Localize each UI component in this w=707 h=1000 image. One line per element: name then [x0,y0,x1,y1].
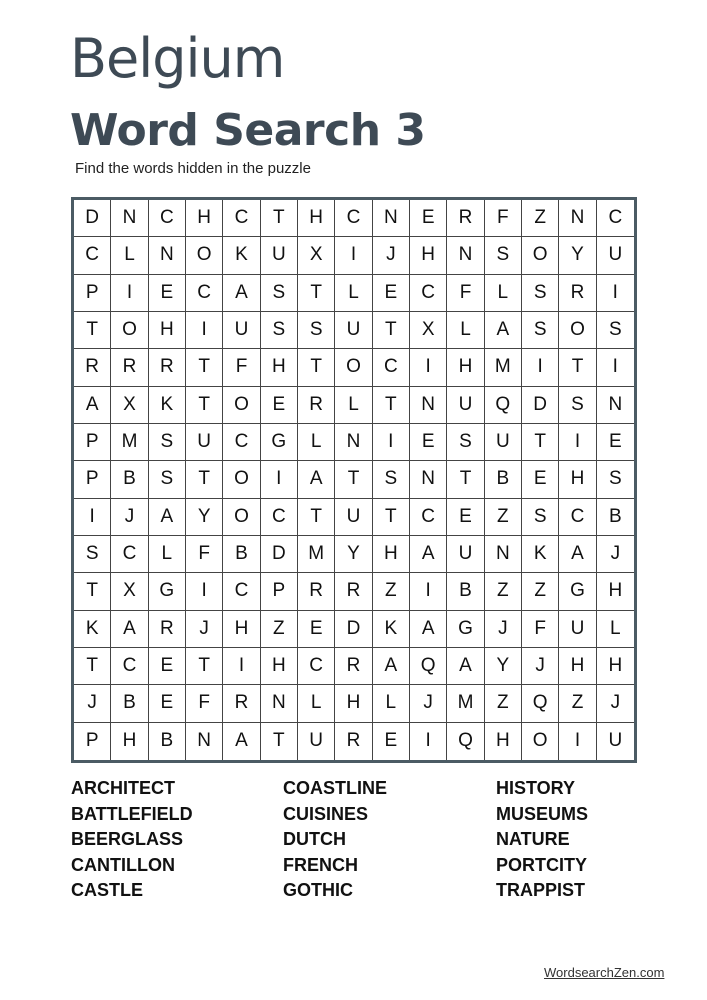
grid-cell: T [335,461,372,498]
grid-cell: B [111,461,148,498]
grid-cell: L [485,275,522,312]
grid-cell: E [410,200,447,237]
grid-cell: Z [485,573,522,610]
grid-cell: O [335,349,372,386]
grid-cell: O [186,237,223,274]
grid-cell: B [485,461,522,498]
grid-cell: S [261,312,298,349]
grid-cell: K [149,387,186,424]
grid-cell: O [223,387,260,424]
grid-cell: H [485,723,522,760]
grid-cell: N [447,237,484,274]
grid-cell: Z [373,573,410,610]
grid-cell: L [597,611,634,648]
grid-cell: P [261,573,298,610]
grid-cell: I [111,275,148,312]
grid-cell: H [261,648,298,685]
grid-cell: U [608,730,623,752]
grid-cell: M [447,685,484,722]
grid-cell: P [74,723,111,760]
word-list-item: BEERGLASS [71,829,184,850]
grid-cell: A [447,648,484,685]
grid-cell: A [373,648,410,685]
grid-cell: H [335,685,372,722]
grid-cell: E [522,461,559,498]
grid-cell: C [111,648,148,685]
grid-cell: Z [261,611,298,648]
grid-cell: I [597,349,634,386]
word-list-item: CUISINES [283,803,369,824]
word-list-item: GOTHIC [283,880,353,901]
grid-cell: G [149,573,186,610]
word-search-grid [71,197,637,763]
grid-cell: J [485,611,522,648]
grid-cell: I [223,648,260,685]
grid-cell: C [223,200,260,237]
grid-cell: I [559,723,596,760]
grid-cell: C [186,275,223,312]
grid-cell: Z [485,499,522,536]
grid-cell: R [335,648,372,685]
grid-cell: S [373,461,410,498]
word-list-item: NATURE [496,829,570,850]
grid-cell: R [559,275,596,312]
grid-cell: J [186,611,223,648]
grid-cell: A [223,723,260,760]
grid-cell: N [149,237,186,274]
grid-cell: A [410,611,447,648]
grid-cell: G [261,424,298,461]
grid-cell: L [298,685,335,722]
grid-cell: T [186,648,223,685]
grid-cell: K [373,611,410,648]
grid-cell: L [373,685,410,722]
grid-cell: E [149,648,186,685]
grid-cell: C [223,573,260,610]
grid-cell: N [335,424,372,461]
grid-cell: R [335,723,372,760]
grid-cell: N [410,461,447,498]
grid-cell: R [335,573,372,610]
grid-cell: I [261,461,298,498]
grid-cell: H [447,349,484,386]
grid-cell: R [74,349,111,386]
grid-cell: A [149,499,186,536]
word-list-item: PORTCITY [496,854,588,875]
grid-cell: M [298,536,335,573]
word-list-item: HISTORY [496,778,576,798]
grid-cell: S [522,275,559,312]
grid-cell: U [447,387,484,424]
grid-cell: E [410,424,447,461]
grid-cell: T [186,349,223,386]
grid-cell: M [485,349,522,386]
grid-cell: T [186,387,223,424]
grid-cell: A [298,461,335,498]
grid-cell: P [74,275,111,312]
grid-cell: M [111,424,148,461]
grid-cell: U [447,536,484,573]
grid-cell: O [559,312,596,349]
grid-cell: T [298,499,335,536]
grid-cell: T [559,349,596,386]
grid-cell: I [373,424,410,461]
grid-cell: H [111,723,148,760]
grid-cell: S [522,312,559,349]
grid-cell: C [223,424,260,461]
grid-cell: A [485,312,522,349]
grid-cell: P [74,424,111,461]
instructions: Find the words hidden in the puzzle [75,160,311,177]
grid-cell: S [149,424,186,461]
grid-cell: E [261,387,298,424]
grid-cell: K [223,237,260,274]
grid-cell: B [111,685,148,722]
grid-cell: D [522,387,559,424]
grid-cell: H [186,200,223,237]
grid-cell: E [447,499,484,536]
grid-cell: U [298,723,335,760]
grid-cell: H [373,536,410,573]
grid-cell: T [373,387,410,424]
grid-cell: D [335,611,372,648]
grid-cell: T [298,349,335,386]
grid-cell: H [223,611,260,648]
grid-cell: B [447,573,484,610]
grid-cell: O [522,237,559,274]
grid-cell: R [149,349,186,386]
grid-cell: T [447,461,484,498]
grid-cell: T [74,573,111,610]
grid-cell: S [597,312,634,349]
grid-cell: F [522,611,559,648]
grid-cell: R [298,387,335,424]
grid-cell: A [410,536,447,573]
grid-cell: T [261,723,298,760]
grid-cell: U [223,312,260,349]
grid-cell: Q [410,648,447,685]
word-list-item: TRAPPIST [496,880,586,901]
grid-cell: U [186,424,223,461]
grid-cell: F [223,349,260,386]
grid-cell: A [74,387,111,424]
grid-cell: I [335,237,372,274]
grid-cell: S [298,312,335,349]
grid-cell: C [111,536,148,573]
grid-cell: T [373,499,410,536]
grid-cell: E [149,275,186,312]
grid-cell: N [186,723,223,760]
grid-cell: I [522,349,559,386]
grid-cell: N [410,387,447,424]
grid-cell: C [74,237,111,274]
grid-cell: R [223,685,260,722]
grid-cell: I [410,573,447,610]
grid-cell: S [447,424,484,461]
grid-cell: F [485,200,522,237]
grid-cell: N [485,536,522,573]
grid-cell: Q [522,685,559,722]
grid-cell: O [111,312,148,349]
grid-cell: D [74,200,111,237]
grid-cell: K [74,611,111,648]
grid-cell: Z [522,200,559,237]
grid-cell: U [261,237,298,274]
grid-cell: J [111,499,148,536]
grid-cell: E [149,685,186,722]
grid-cell: Q [485,387,522,424]
grid-cell: U [335,499,372,536]
grid-cell: J [410,685,447,722]
grid-cell: Y [186,499,223,536]
grid-cell: I [597,275,634,312]
grid-cell: L [298,424,335,461]
grid-cell: Z [485,685,522,722]
grid-cell: S [597,461,634,498]
grid-cell: T [74,312,111,349]
grid-cell: B [149,723,186,760]
grid-cell: B [597,499,634,536]
grid-cell: H [559,461,596,498]
grid-cell: I [410,349,447,386]
grid-cell: O [223,461,260,498]
grid-cell: Y [335,536,372,573]
grid-cell: S [522,499,559,536]
grid-cell: H [149,312,186,349]
grid-cell: L [111,237,148,274]
grid-cell: H [559,648,596,685]
word-list-item: FRENCH [283,854,358,875]
grid-cell: N [559,200,596,237]
grid-cell: S [261,275,298,312]
grid-cell: U [485,424,522,461]
grid-cell: C [559,499,596,536]
grid-cell: J [74,685,111,722]
grid-cell: A [559,536,596,573]
grid-cell: H [298,200,335,237]
grid-cell: R [447,200,484,237]
grid-cell: C [410,499,447,536]
grid-cell: C [410,275,447,312]
grid-cell: J [522,648,559,685]
grid-cell: G [559,573,596,610]
grid-cell: C [149,200,186,237]
grid-cell: O [223,499,260,536]
grid-cell: F [447,275,484,312]
grid-cell: C [261,499,298,536]
grid-cell: N [111,200,148,237]
grid-cell: L [149,536,186,573]
grid-cell: G [447,611,484,648]
grid-cell: T [522,424,559,461]
word-list-item: COASTLINE [283,778,388,798]
word-list-item: CASTLE [71,880,143,901]
grid-cell: T [186,461,223,498]
grid-cell: R [111,349,148,386]
grid-cell: H [597,648,634,685]
grid-cell: I [186,573,223,610]
grid-cell: C [373,349,410,386]
word-list-item: BATTLEFIELD [71,803,193,824]
grid-cell: J [597,536,634,573]
grid-cell: K [522,536,559,573]
word-list-item: CANTILLON [71,854,175,875]
grid-cell: H [261,349,298,386]
word-list-item: DUTCH [283,829,346,850]
grid-cell: Y [559,237,596,274]
grid-cell: H [410,237,447,274]
grid-cell: T [261,200,298,237]
grid-cell: U [597,237,634,274]
grid-cell: S [149,461,186,498]
grid-cell: E [298,611,335,648]
grid-cell: C [597,200,634,237]
grid-cell: I [410,723,447,760]
grid-cell: I [186,312,223,349]
grid-cell: A [111,611,148,648]
grid-cell: Z [559,685,596,722]
grid-cell: R [298,573,335,610]
grid-cell: F [186,685,223,722]
grid-cell: N [261,685,298,722]
grid-cell: H [597,573,634,610]
grid-cell: J [373,237,410,274]
grid-cell: J [597,685,634,722]
grid-cell: Y [485,648,522,685]
grid-cell: T [373,312,410,349]
grid-cell: Z [522,573,559,610]
grid-cell: P [74,461,111,498]
word-list [71,776,671,904]
grid-cell: R [149,611,186,648]
grid-cell: N [373,200,410,237]
grid-cell: U [559,611,596,648]
grid-cell: L [335,275,372,312]
grid-cell: E [597,424,634,461]
grid-cell: E [373,723,410,760]
grid-cell: L [447,312,484,349]
grid-cell: U [335,312,372,349]
grid-cell: X [111,573,148,610]
grid-cell: T [298,275,335,312]
grid-cell: F [186,536,223,573]
grid-cell: A [223,275,260,312]
grid-cell: I [74,499,111,536]
grid-cell: E [373,275,410,312]
grid-cell: B [223,536,260,573]
grid-cell: S [559,387,596,424]
grid-cell: S [485,237,522,274]
word-list-item: ARCHITECT [71,778,175,798]
page-subtitle: Word Search 3 [70,105,426,156]
grid-cell: O [522,723,559,760]
grid-cell: D [261,536,298,573]
grid-cell: X [410,312,447,349]
grid-cell: C [335,200,372,237]
page-title: Belgium [70,27,285,90]
grid-cell: Q [447,723,484,760]
grid-cell: C [298,648,335,685]
grid-cell: N [597,387,634,424]
footer-link[interactable]: WordsearchZen.com [544,965,665,980]
grid-cell: X [111,387,148,424]
grid-cell: L [335,387,372,424]
grid-cell: X [298,237,335,274]
grid-cell: S [74,536,111,573]
grid-cell: T [74,648,111,685]
grid-cell: I [559,424,596,461]
word-list-item: MUSEUMS [496,803,589,824]
